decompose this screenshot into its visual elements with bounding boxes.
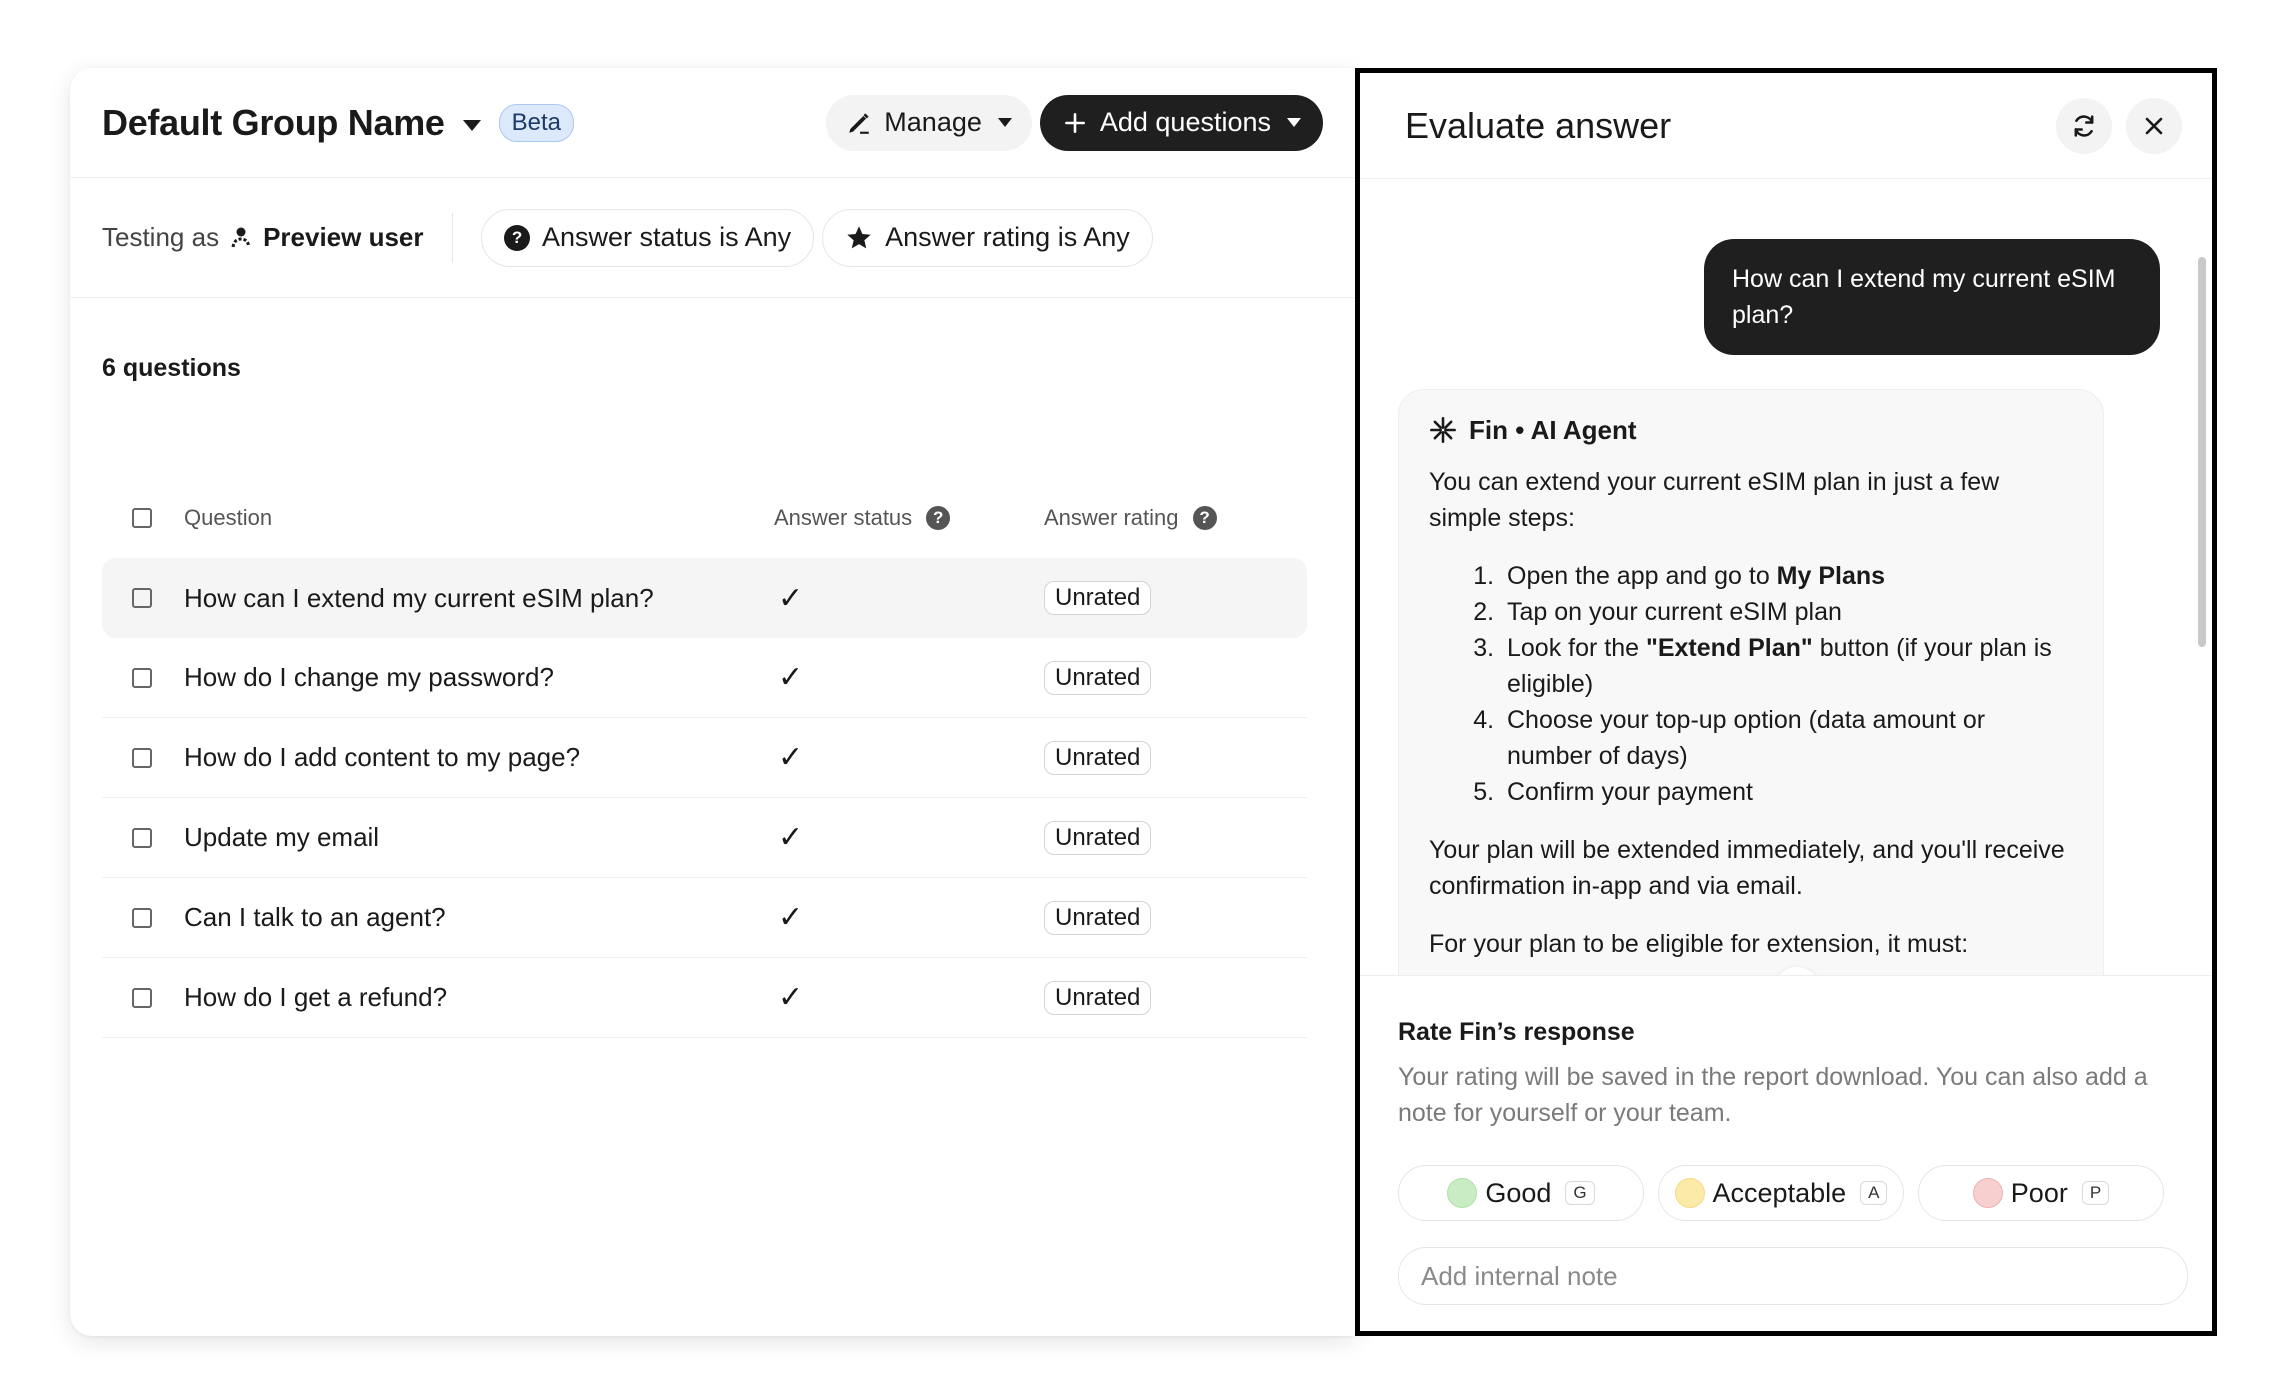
help-icon[interactable]: ? xyxy=(1193,506,1217,530)
poor-dot-icon xyxy=(1973,1178,2003,1208)
group-header xyxy=(70,68,1355,178)
agent-header xyxy=(1429,412,2073,448)
shortcut-key: G xyxy=(1565,1181,1594,1205)
step-item: 2. Tap on your current eSIM plan xyxy=(1501,594,2073,630)
title-dropdown-icon[interactable] xyxy=(463,120,481,131)
conversation-area[interactable] xyxy=(1360,179,2212,975)
close-button[interactable] xyxy=(2126,98,2182,154)
add-questions-label: Add questions xyxy=(1099,107,1271,137)
row-question: Can I talk to an agent? xyxy=(184,902,446,932)
table-row[interactable] xyxy=(102,798,1307,878)
row-question: Update my email xyxy=(184,822,380,852)
answer-rating-filter-label: Answer rating is Any xyxy=(885,222,1130,252)
refresh-icon xyxy=(2070,112,2098,140)
check-icon: ✓ xyxy=(778,661,804,694)
question-count: 6 questions xyxy=(102,354,241,382)
answer-steps xyxy=(1429,558,2073,810)
question-group-card xyxy=(70,68,1355,1336)
pencil-icon xyxy=(846,110,872,136)
table-row[interactable] xyxy=(102,638,1307,718)
close-icon xyxy=(2142,114,2166,138)
answer-outro: Your plan will be extended immediately, and you'll receive confirmation in-app and via email. xyxy=(1429,836,2065,900)
scrollbar-thumb[interactable] xyxy=(2198,257,2206,647)
rate-poor-label: Poor xyxy=(2010,1177,2068,1208)
answer-rating-filter[interactable] xyxy=(822,209,1153,267)
group-title[interactable]: Default Group Name xyxy=(102,101,445,143)
rate-good-label: Good xyxy=(1485,1177,1552,1208)
column-question: Question xyxy=(184,505,273,530)
help-icon[interactable]: ? xyxy=(926,506,950,530)
table-header xyxy=(102,478,1307,558)
panel-header xyxy=(1360,73,2212,179)
panel-title: Evaluate answer xyxy=(1405,104,1672,146)
row-question: How can I extend my current eSIM plan? xyxy=(184,582,654,613)
row-checkbox[interactable] xyxy=(132,908,152,928)
column-answer-status: Answer status xyxy=(774,505,913,530)
rating-badge: Unrated xyxy=(1044,581,1151,615)
questions-table xyxy=(102,478,1307,1038)
testing-as xyxy=(102,222,424,253)
table-row[interactable] xyxy=(102,718,1307,798)
rating-section xyxy=(1360,975,2212,1331)
answer-status-filter-label: Answer status is Any xyxy=(542,222,792,252)
answer-eligibility: For your plan to be eligible for extension, it must: xyxy=(1429,930,1969,958)
table-row[interactable] xyxy=(102,958,1307,1038)
acceptable-dot-icon xyxy=(1675,1178,1705,1208)
evaluate-answer-panel xyxy=(1355,68,2217,1336)
table-row[interactable] xyxy=(102,878,1307,958)
check-icon: ✓ xyxy=(778,581,804,615)
beta-badge: Beta xyxy=(499,104,574,142)
shortcut-key: A xyxy=(1860,1181,1887,1205)
row-question: How do I get a refund? xyxy=(184,982,448,1012)
row-checkbox[interactable] xyxy=(132,588,152,608)
refresh-button[interactable] xyxy=(2056,98,2112,154)
select-all-checkbox[interactable] xyxy=(132,508,152,528)
step-item: 5. Confirm your payment xyxy=(1501,774,2073,810)
rating-badge: Unrated xyxy=(1044,901,1151,935)
check-icon: ✓ xyxy=(778,741,804,774)
chevron-down-icon xyxy=(998,118,1012,127)
row-checkbox[interactable] xyxy=(132,828,152,848)
shortcut-key: P xyxy=(2082,1181,2109,1205)
step-item: 3. Look for the "Extend Plan" button (if your plan is eligible) xyxy=(1501,630,2073,702)
rating-badge: Unrated xyxy=(1044,741,1151,775)
table-row[interactable] xyxy=(102,558,1307,638)
chevron-down-icon xyxy=(1287,118,1301,127)
fin-logo-icon xyxy=(1429,416,1457,444)
rate-description: Your rating will be saved in the report download. You can also add a note for yourself or your team. xyxy=(1398,1063,2148,1127)
preview-user-icon xyxy=(227,225,255,251)
rating-badge: Unrated xyxy=(1044,661,1151,695)
question-circle-icon: ? xyxy=(504,225,530,251)
answer-status-filter[interactable] xyxy=(481,209,814,267)
row-question: How do I change my password? xyxy=(184,662,554,692)
agent-message xyxy=(1398,389,2104,975)
preview-user-label[interactable]: Preview user xyxy=(263,222,424,252)
rating-options xyxy=(1398,1165,2212,1221)
rate-good-button[interactable] xyxy=(1398,1165,1644,1221)
divider xyxy=(452,213,454,263)
manage-label: Manage xyxy=(884,107,982,137)
row-checkbox[interactable] xyxy=(132,988,152,1008)
add-questions-button[interactable] xyxy=(1040,95,1323,151)
check-icon: ✓ xyxy=(778,821,804,854)
user-message: How can I extend my current eSIM plan? xyxy=(1704,239,2160,355)
agent-answer xyxy=(1429,464,2073,962)
row-checkbox[interactable] xyxy=(132,668,152,688)
step-item: 4. Choose your top-up option (data amount or number of days) xyxy=(1501,702,2073,774)
row-checkbox[interactable] xyxy=(132,748,152,768)
rate-poor-button[interactable] xyxy=(1918,1165,2164,1221)
answer-intro: You can extend your current eSIM plan in just a few simple steps: xyxy=(1429,468,2000,532)
plus-icon xyxy=(1062,110,1088,136)
manage-button[interactable] xyxy=(826,95,1032,151)
rate-acceptable-label: Acceptable xyxy=(1712,1177,1847,1208)
rating-badge: Unrated xyxy=(1044,821,1151,855)
check-icon: ✓ xyxy=(778,981,804,1014)
rate-acceptable-button[interactable] xyxy=(1658,1165,1904,1221)
row-question: How do I add content to my page? xyxy=(184,742,581,772)
internal-note-input[interactable]: Add internal note xyxy=(1398,1247,2188,1305)
rate-title: Rate Fin’s response xyxy=(1398,1018,1635,1046)
good-dot-icon xyxy=(1447,1178,1477,1208)
check-icon: ✓ xyxy=(778,901,804,934)
agent-name: Fin • AI Agent xyxy=(1469,415,1637,445)
filter-bar xyxy=(70,178,1355,298)
column-answer-rating: Answer rating xyxy=(1044,505,1179,530)
step-item: 1. Open the app and go to My Plans xyxy=(1501,558,2073,594)
star-icon xyxy=(845,224,873,252)
testing-prefix: Testing as xyxy=(102,222,220,252)
rating-badge: Unrated xyxy=(1044,981,1151,1015)
